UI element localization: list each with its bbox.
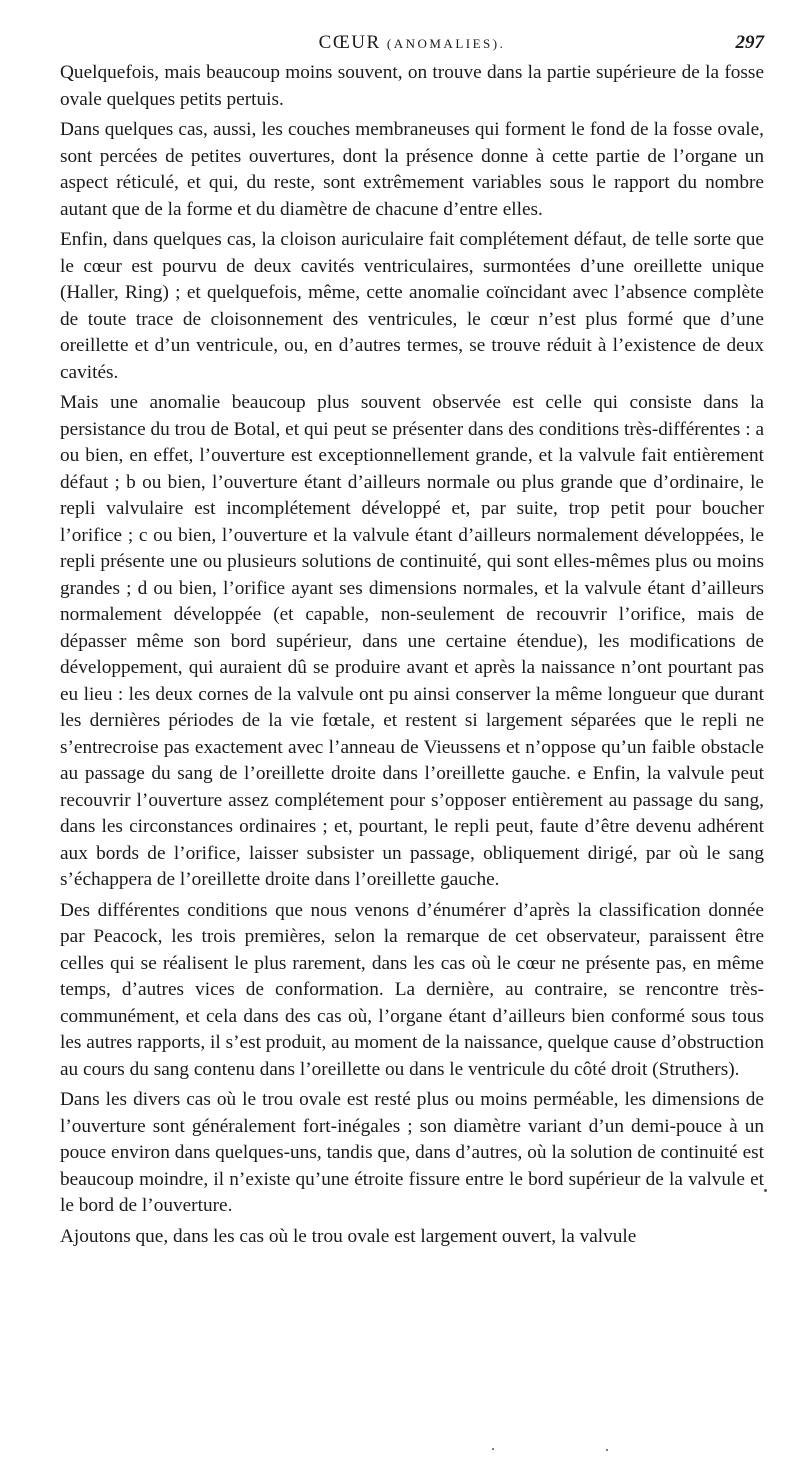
paragraph-7: Ajoutons que, dans les cas où le trou ovale est largement ouvert, la valvule — [60, 1225, 637, 1247]
paragraph-2: Dans quelques cas, aussi, les couches membraneuses qui forment le fond de la fosse ovale, sont percées de petites ouvertures, dont la présence donne à cette partie de l’organe un aspect réticulé, et qui, du reste, sont extrêmement variables sous le rapport du nombre autant que de la forme et du diamètre de chacune d’entre elles. — [60, 119, 764, 220]
paragraph-4: Mais une anomalie beaucoup plus souvent observée est celle qui consiste dans la persistance du trou de Botal, et qui peut se présenter dans des conditions très-différentes : a ou bien, en effet, l’ouverture est exceptionnellement grande, et la valvule fait entièrement défaut ; b ou bien, l’ouverture étant d’ailleurs normale ou plus grande que d’ordinaire, le repli valvulaire est incomplétement développé et, par suite, trop petit pour boucher l’orifice ; c ou bien, l’ouverture et la valvule étant d’ailleurs normalement développées, le repli présente une ou plusieurs solutions de continuité, qui sont elles-mêmes plus ou moins grandes ; d ou bien, l’orifice ayant ses dimensions normales, et la valvule étant d’ailleurs normalement développée (et capable, non-seulement de recouvrir l’orifice, mais de dépasser même son bord supérieur, dans une certaine étendue), les modifications de développement, qui auraient dû se produire avant et après la naissance n’ont pourtant pas eu lieu : les deux cornes de la valvule ont pu ainsi conserver la même longueur que durant les dernières périodes de la vie fœtale, et restent si largement séparées que le repli ne s’entrecroise pas exactement avec l’anneau de Vieussens et n’oppose qu’un faible obstacle au passage du sang de l’oreillette droite dans l’oreillette gauche. e Enfin, la valvule peut recouvrir l’ouverture assez complétement pour s’opposer entièrement au passage du sang, dans les circonstances ordinaires ; et, pourtant, le repli peut, faute d’être devenu adhérent aux bords de l’orifice, laisser subsister un passage, obliquement dirigé, par où le sang s’échappera de l’oreillette droite dans l’oreillette gauche. — [60, 392, 764, 890]
paragraph-3: Enfin, dans quelques cas, la cloison auriculaire fait complétement défaut, de telle sorte que le cœur est pourvu de deux cavités ventriculaires, surmontées d’une oreillette unique (Haller, Ring) ; et quelquefois, même, cette anomalie coïncidant avec l’absence complète de toute trace de cloisonnement des ventricules, le cœur n’est plus formé que d’une oreillette et d’un ventricule, ou, en d’autres termes, se trouve réduit à l’existence de deux cavités. — [60, 229, 764, 383]
page-number: 297 — [735, 32, 764, 53]
running-title-main: CŒUR — [318, 32, 381, 53]
paragraph-5: Des différentes conditions que nous venons d’énumérer d’après la classification donnée par Peacock, les trois premières, selon la remarque de cet observateur, paraissent être celles qui se réalisent le plus rarement, dans les cas où le cœur ne présente pas, en même temps, d’autres vices de conformation. La dernière, au contraire, se rencontre très-communément, et cela dans des cas où, l’organe étant d’ailleurs bien conformé sous tous les autres rapports, il s’est produit, au moment de la naissance, quelque cause d’obstruction au cours du sang contenu dans l’oreillette ou dans le ventricule du côté droit (Struthers). — [60, 899, 764, 1080]
paragraph-1: Quelquefois, mais beaucoup moins souvent, on trouve dans la partie supérieure de la fosse ovale quelques petits pertuis. — [60, 62, 764, 110]
running-title — [60, 32, 764, 54]
scan-speck — [764, 1189, 767, 1192]
scan-speck — [492, 1448, 494, 1450]
scan-speck — [606, 1449, 608, 1451]
body-text — [60, 60, 764, 1250]
running-header — [60, 32, 764, 60]
paragraph-6: Dans les divers cas où le trou ovale est resté plus ou moins perméable, les dimensions de l’ouverture sont généralement fort-inégales ; son diamètre variant d’un demi-pouce à un pouce environ dans quelques-uns, tandis que, dans d’autres, où la solution de continuité est beaucoup moindre, il n’existe qu’une étroite fissure entre le bord supérieur de la valvule et le bord de l’ouverture. — [60, 1089, 764, 1216]
running-title-subtitle: (ANOMALIES). — [386, 36, 506, 51]
